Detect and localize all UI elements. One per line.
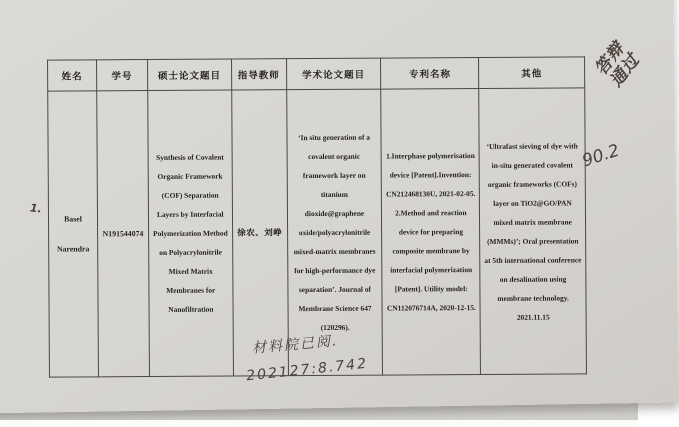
page-margin-bottom	[0, 420, 638, 427]
header-student-id: 学号	[96, 60, 147, 91]
handwritten-bottom-note: 材料院已阅.	[251, 333, 340, 357]
cell-academic-paper: ‘In situ generation of a covalent organic framework layer on titanium dioxide@graphene oxide/polyacrylonitrile mixed-matrix membranes for high-performance dye separation’. Journal of Membrane Science 647 (120296).	[286, 89, 383, 376]
header-other: 其他	[479, 57, 585, 89]
cell-advisors: 徐农、刘峥	[231, 90, 288, 376]
header-patent: 专利名称	[381, 58, 479, 90]
header-advisor: 指导教师	[231, 59, 286, 90]
table-row	[48, 88, 587, 377]
cell-student-id: N191544074	[97, 91, 150, 377]
cell-other: ‘Ultrafast sieving of dye with in-situ generated covalent organic frameworks (COFs) layer on TiO2@GO/PAN mixed matrix membrane (MMMs)’; Oral presentation at 5th international conference on desalination using membrane technology. 2021.11.15	[479, 88, 586, 375]
header-academic-paper: 学术论文题目	[286, 58, 381, 90]
cell-name: Basel Narendra	[48, 91, 99, 377]
header-name: 姓名	[48, 60, 97, 91]
handwritten-bottom-date: 202127:8.742	[245, 355, 369, 385]
header-thesis-title: 硕士论文题目	[147, 59, 231, 91]
handwritten-defense-passed-note: 答辩 通过	[591, 38, 645, 91]
header-row	[48, 57, 585, 91]
handwritten-row-marker: 1.	[29, 201, 43, 216]
handwritten-score: 90.2	[579, 140, 623, 172]
cell-patents: 1.Interphase polymerisation device [Patent].Invention: CN212468130U, 2021-02-05. 2.Method and reaction device for preparing composite membrane by interfacial polymerization [Patent]. Utility model: CN112076714A, 2020-12-15.	[381, 89, 481, 376]
thesis-record-table	[47, 56, 587, 377]
photo-background	[0, 6, 645, 420]
cell-thesis-title: Synthesis of Covalent Organic Framework (COF) Separation Layers by Interfacial Polymerization Method on Polyacrylonitrile Mixed Matrix Membranes for Nanofiltration	[148, 90, 234, 377]
